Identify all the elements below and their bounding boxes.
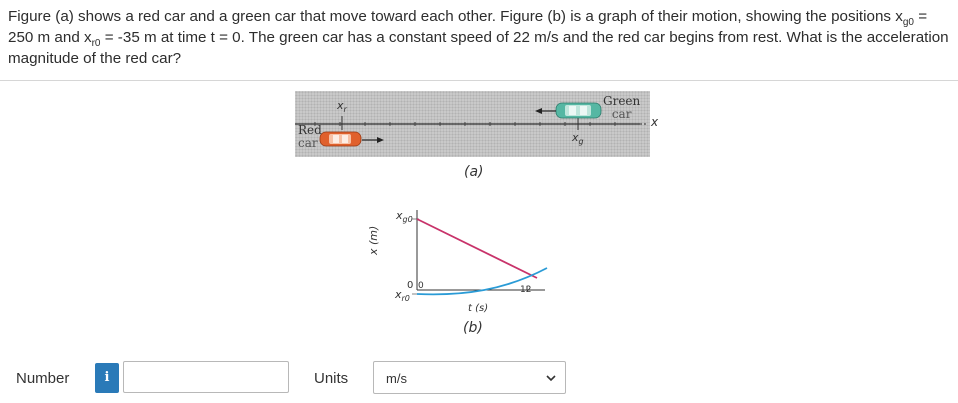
figure-a-caption: (a): [464, 164, 484, 180]
xg-label: $x_g$: [572, 131, 584, 147]
zero-label: 0: [407, 280, 414, 291]
units-selected-value: m/s: [386, 371, 407, 386]
t-axis-label: t (s): [468, 303, 489, 314]
green-car-position-line: [417, 219, 537, 278]
xr-label: $x_r$: [337, 99, 347, 115]
red-car-label: Red car: [298, 123, 322, 150]
info-icon: i: [104, 370, 110, 385]
x-axis-label: x: [651, 115, 659, 129]
chevron-down-icon: [545, 373, 557, 383]
green-car-icon: [556, 103, 601, 118]
green-car-arrow-icon: [535, 108, 556, 114]
green-car-label: Green car: [603, 94, 641, 121]
red-car-icon: [320, 132, 361, 146]
y-axis-label: x (m): [367, 225, 380, 255]
red-car-arrow-icon: [362, 137, 384, 143]
tick-12-label: 12: [520, 285, 532, 295]
question-text: Figure (a) shows a red car and a green car that move toward each other. Figure (b) is a graph of their motion, showing the positions $x_{g0} = 250$ m and $x_{r0} = -35$ m at time t = 0. The green car has a constant speed of 22 m/s and the red car begins from rest. What is the acceleration magnitude of the red car?: [8, 8, 949, 67]
info-button[interactable]: [95, 363, 119, 393]
number-label: Number: [16, 370, 70, 387]
units-label: Units: [314, 370, 349, 387]
xr0-label: $x_{r0}$: [395, 288, 410, 304]
figure-b-caption: (b): [463, 320, 483, 336]
number-input[interactable]: [123, 361, 289, 393]
answer-row: [0, 360, 958, 398]
origin-tick-label: 0: [418, 281, 424, 291]
xg0-label: $x_{g0}$: [396, 209, 413, 225]
units-select[interactable]: [373, 361, 566, 394]
